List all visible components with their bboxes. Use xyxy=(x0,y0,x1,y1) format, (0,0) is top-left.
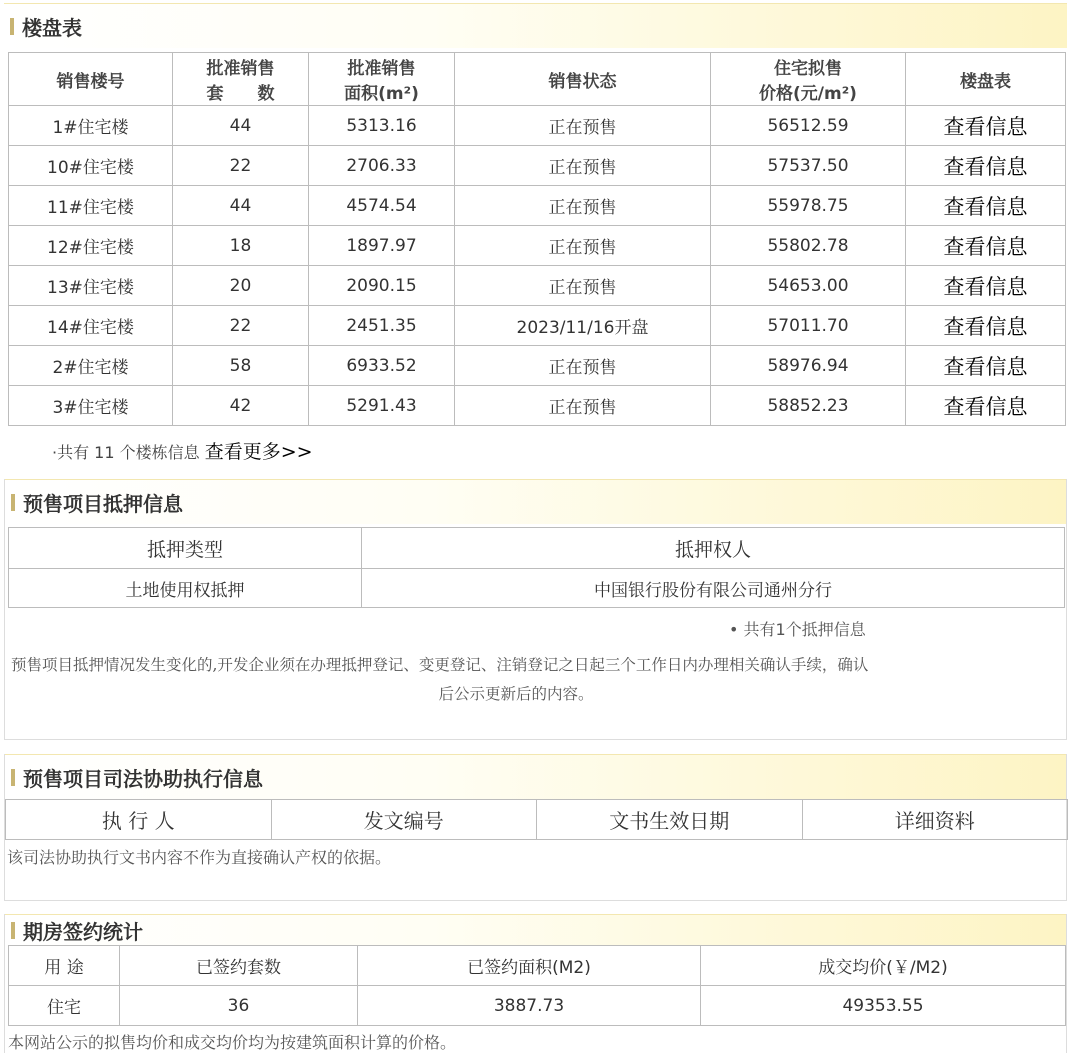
status-cell: 正在预售 xyxy=(455,186,711,226)
mortgage-type-cell: 土地使用权抵押 xyxy=(9,569,362,608)
col-doc-no: 发文编号 xyxy=(271,800,537,840)
contracts-section xyxy=(4,914,1067,1053)
price-cell: 57537.50 xyxy=(711,146,906,186)
view-info-link[interactable]: 查看信息 xyxy=(906,266,1066,306)
price-cell: 55802.78 xyxy=(711,226,906,266)
col-units xyxy=(173,53,309,106)
table-row xyxy=(9,226,1066,266)
view-info-link[interactable]: 查看信息 xyxy=(906,146,1066,186)
mortgage-count: • 共有1个抵押信息 xyxy=(729,620,866,639)
mortgage-holder-cell: 中国银行股份有限公司通州分行 xyxy=(362,569,1065,608)
col-mortgage-holder: 抵押权人 xyxy=(362,528,1065,569)
view-info-link[interactable]: 查看信息 xyxy=(906,226,1066,266)
mortgage-title: 预售项目抵押信息 xyxy=(23,491,183,516)
area-cell: 5291.43 xyxy=(309,386,455,426)
contracts-notice: 本网站公示的拟售均价和成交均价均为按建筑面积计算的价格。 xyxy=(8,1033,457,1052)
area-cell: 6933.52 xyxy=(309,346,455,386)
mortgage-notice-line1: 预售项目抵押情况发生变化的,开发企业须在办理抵押登记、变更登记、注销登记之日起三个工作日内办理相关确认手续，确认 xyxy=(11,656,869,674)
area-cell: 1897.97 xyxy=(309,226,455,266)
status-cell: 正在预售 xyxy=(455,266,711,306)
building-cell: 12#住宅楼 xyxy=(9,226,173,266)
building-table-section xyxy=(4,3,1067,463)
col-signed-area: 已签约面积(M2) xyxy=(358,946,701,986)
building-count-text: ·共有 11 个楼栋信息 xyxy=(52,443,200,462)
status-cell: 正在预售 xyxy=(455,226,711,266)
table-row xyxy=(9,266,1066,306)
judicial-notice: 该司法协助执行文书内容不作为直接确认产权的依据。 xyxy=(7,848,392,867)
judicial-header xyxy=(5,754,1066,799)
header-bar-icon xyxy=(10,18,14,35)
judicial-table xyxy=(5,799,1068,840)
units-cell: 42 xyxy=(173,386,309,426)
signed-area-cell: 3887.73 xyxy=(358,986,701,1026)
status-cell: 正在预售 xyxy=(455,346,711,386)
status-cell: 正在预售 xyxy=(455,106,711,146)
mortgage-header xyxy=(5,479,1066,524)
col-price-line1: 住宅拟售 xyxy=(774,59,842,79)
table-row xyxy=(9,146,1066,186)
header-bar-icon xyxy=(11,494,15,511)
view-info-link[interactable]: 查看信息 xyxy=(906,306,1066,346)
view-more-link[interactable]: 查看更多>> xyxy=(204,441,313,463)
avg-price-cell: 49353.55 xyxy=(701,986,1066,1026)
units-cell: 22 xyxy=(173,306,309,346)
col-area-line2: 面积(m²) xyxy=(344,84,419,104)
units-cell: 58 xyxy=(173,346,309,386)
area-cell: 2706.33 xyxy=(309,146,455,186)
building-cell: 1#住宅楼 xyxy=(9,106,173,146)
view-info-link[interactable]: 查看信息 xyxy=(906,386,1066,426)
col-status: 销售状态 xyxy=(455,53,711,106)
building-table-title: 楼盘表 xyxy=(22,15,82,40)
table-row xyxy=(9,186,1066,226)
price-cell: 57011.70 xyxy=(711,306,906,346)
view-info-link[interactable]: 查看信息 xyxy=(906,106,1066,146)
mortgage-notice xyxy=(11,651,1021,709)
judicial-section xyxy=(4,754,1067,901)
units-cell: 20 xyxy=(173,266,309,306)
judicial-title: 预售项目司法协助执行信息 xyxy=(23,766,263,791)
area-cell: 2090.15 xyxy=(309,266,455,306)
judicial-header-row xyxy=(6,800,1068,840)
col-mortgage-type: 抵押类型 xyxy=(9,528,362,569)
col-details: 详细资料 xyxy=(802,800,1068,840)
contracts-table xyxy=(8,945,1066,1026)
status-cell: 正在预售 xyxy=(455,386,711,426)
building-table xyxy=(8,52,1066,426)
table-row xyxy=(9,306,1066,346)
building-cell: 11#住宅楼 xyxy=(9,186,173,226)
area-cell: 2451.35 xyxy=(309,306,455,346)
col-building-no: 销售楼号 xyxy=(9,53,173,106)
col-area xyxy=(309,53,455,106)
table-row xyxy=(9,346,1066,386)
price-cell: 54653.00 xyxy=(711,266,906,306)
units-cell: 18 xyxy=(173,226,309,266)
price-cell: 58852.23 xyxy=(711,386,906,426)
units-cell: 44 xyxy=(173,106,309,146)
col-avg-price: 成交均价(￥/M2) xyxy=(701,946,1066,986)
mortgage-section xyxy=(4,479,1067,740)
col-price xyxy=(711,53,906,106)
building-cell: 10#住宅楼 xyxy=(9,146,173,186)
area-cell: 4574.54 xyxy=(309,186,455,226)
col-units-line2: 套 数 xyxy=(206,84,275,104)
col-effective-date: 文书生效日期 xyxy=(537,800,803,840)
table-row xyxy=(9,986,1066,1026)
building-table-header xyxy=(4,3,1067,48)
price-cell: 56512.59 xyxy=(711,106,906,146)
col-table: 楼盘表 xyxy=(906,53,1066,106)
area-cell: 5313.16 xyxy=(309,106,455,146)
status-cell: 正在预售 xyxy=(455,146,711,186)
status-cell: 2023/11/16开盘 xyxy=(455,306,711,346)
col-price-line2: 价格(元/m²) xyxy=(759,84,857,104)
table-row xyxy=(9,106,1066,146)
table-row xyxy=(9,386,1066,426)
header-bar-icon xyxy=(11,922,15,939)
signed-units-cell: 36 xyxy=(120,986,358,1026)
units-cell: 44 xyxy=(173,186,309,226)
building-table-header-row xyxy=(9,53,1066,106)
price-cell: 55978.75 xyxy=(711,186,906,226)
view-info-link[interactable]: 查看信息 xyxy=(906,186,1066,226)
col-units-line1: 批准销售 xyxy=(206,59,275,79)
contracts-header xyxy=(5,914,1066,945)
mortgage-header-row xyxy=(9,528,1065,569)
contracts-title: 期房签约统计 xyxy=(23,919,143,944)
header-bar-icon xyxy=(11,769,15,786)
col-usage: 用 途 xyxy=(9,946,120,986)
building-cell: 14#住宅楼 xyxy=(9,306,173,346)
view-info-link[interactable]: 查看信息 xyxy=(906,346,1066,386)
col-signed-units: 已签约套数 xyxy=(120,946,358,986)
price-cell: 58976.94 xyxy=(711,346,906,386)
contracts-header-row xyxy=(9,946,1066,986)
usage-cell: 住宅 xyxy=(9,986,120,1026)
table-row xyxy=(9,569,1065,608)
mortgage-notice-line2: 后公示更新后的内容。 xyxy=(438,685,594,703)
col-executor: 执 行 人 xyxy=(6,800,272,840)
building-cell: 2#住宅楼 xyxy=(9,346,173,386)
building-summary xyxy=(52,437,313,464)
building-cell: 13#住宅楼 xyxy=(9,266,173,306)
units-cell: 22 xyxy=(173,146,309,186)
col-area-line1: 批准销售 xyxy=(347,59,416,79)
building-cell: 3#住宅楼 xyxy=(9,386,173,426)
mortgage-table xyxy=(8,527,1065,608)
